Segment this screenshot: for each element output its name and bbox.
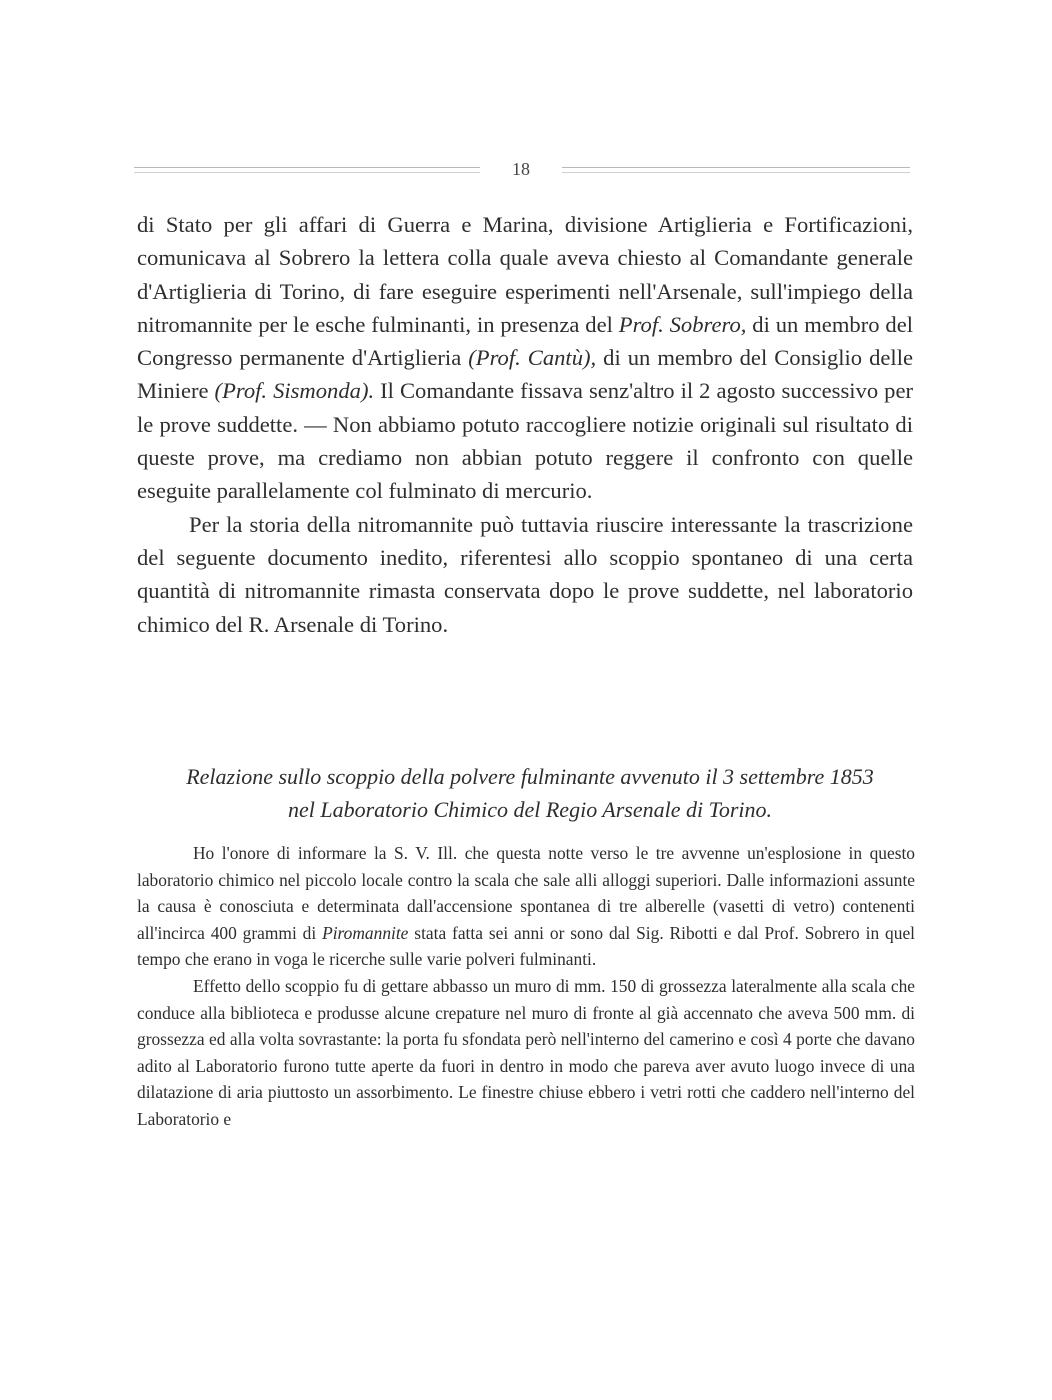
page-header (134, 156, 910, 186)
report-paragraph-2: Effetto dello scoppio fu di gettare abbasso un muro di mm. 150 di grossezza lateralmente alla scala che conduce alla biblioteca e produsse alcune crepature nel muro di fronte al già accennato che aveva 500 mm. di grossezza ed alla volta sovrastante: la porta fu sfondata però nell'interno del camerino e così 4 porte che davano adito al Laboratorio furono tutte aperte da fuori in dentro in modo che pareva aver avuto luogo invece di una dilatazione di aria piuttosto un assorbimento. Le finestre chiuse ebbero i vetri rotti che caddero nell'interno del Laboratorio e (137, 975, 915, 1129)
main-p1-italic-sobrero: Prof. Sobrero, (618, 311, 747, 337)
report-p1-text-1: Ho l'onore di informare la S. V. Ill. che questa notte verso le tre avvenne un'esplosione in questo laboratorio chimico nel piccolo locale contro la scala che sale alli alloggi superiori. Dalle informazioni assunte la causa è conosciuta e determinata dall'accensione spontanea di tre alberelle (vasetti di vetro) contenenti all'incirca 400 grammi di (137, 843, 915, 943)
page-number: 18 (512, 159, 530, 179)
main-body-text (137, 208, 913, 641)
report-title (140, 760, 920, 826)
report-body-text (137, 840, 915, 1133)
report-title-line-1: Relazione sullo scoppio della polvere fulminante avvenuto il 3 settembre 1853 (186, 764, 874, 789)
main-p1-text-2: di un membro del Congresso permanente d'Artiglieria (137, 311, 913, 371)
report-p1-text-2: stata fatta sei anni or sono dal Sig. Ribotti e dal Prof. Sobrero in quel tempo che erano in voga le ricerche sulle varie polveri fulminanti. (137, 922, 915, 970)
report-p1-italic-piromannite: Piromannite (322, 922, 409, 943)
header-rule-left (134, 167, 480, 173)
main-p1-text-1: di Stato per gli affari di Guerra e Marina, divisione Artiglieria e Fortificazioni, comunicava al Sobrero la lettera colla quale aveva chiesto al Comandante generale d'Artiglieria di Torino, di fare eseguire esperimenti nell'Arsenale, sull'impiego della nitromannite per le esche fulminanti, in presenza del (137, 212, 913, 337)
header-rule-right (562, 167, 910, 173)
main-p1-italic-cantu: (Prof. Cantù), (468, 345, 597, 371)
main-p1-italic-sismonda: (Prof. Sismonda). (214, 378, 375, 404)
main-p1-text-4: Il Comandante fissava senz'altro il 2 agosto successivo per le prove suddette. — Non abbiamo potuto raccogliere notizie originali sul risultato di queste prove, ma crediamo non abbian potuto reggere il confronto con quelle eseguite parallelamente col fulminato di mercurio. (137, 378, 913, 504)
main-paragraph-2: Per la storia della nitromannite può tuttavia riuscire interessante la trascrizione del seguente documento inedito, riferentesi allo scoppio spontaneo di una certa quantità di nitromannite rimasta conservata dopo le prove suddette, nel laboratorio chimico del R. Arsenale di Torino. (137, 511, 913, 637)
main-paragraph-1 (137, 208, 913, 508)
report-title-line-2: nel Laboratorio Chimico del Regio Arsenale di Torino. (287, 797, 772, 822)
report-paragraph-1 (137, 840, 915, 973)
main-p1-text-3: di un membro del Consiglio delle Miniere (137, 345, 914, 404)
